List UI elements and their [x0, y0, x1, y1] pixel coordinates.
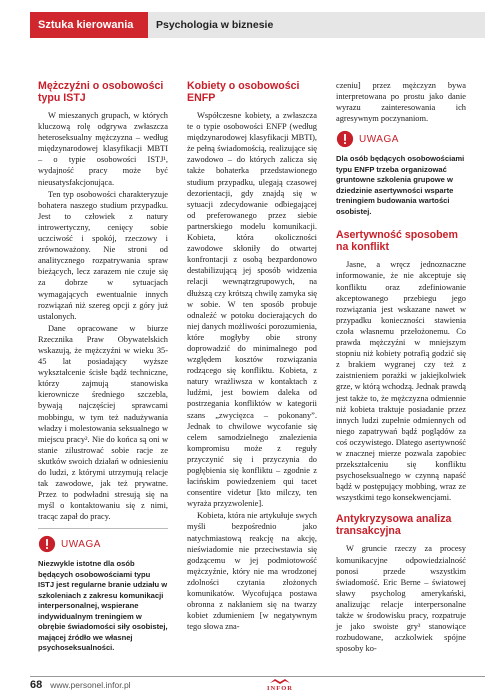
- warning-icon: [336, 130, 354, 148]
- uwaga-box: [38, 528, 168, 654]
- section-title-istj: Mężczyźni o osobowości typu ISTJ: [38, 80, 164, 104]
- page-footer: [30, 676, 485, 692]
- uwaga-text: Dla osób będących osobowościami typu ENFP trzeba organizować gruntowne szkolenia grupowe w dziedzinie asertywności wsparte treningiem budowania wartości osobistej.: [336, 154, 465, 216]
- section-title-enfp: Kobiety o osobowości ENFP: [187, 80, 300, 104]
- column-1: [38, 80, 168, 654]
- section-title-transactional-analysis: Antykryzysowa analiza transakcyjna: [336, 513, 452, 538]
- paragraph: Współczesne kobiety, a zwłaszcza te o typie osobowości ENFP (według międzynarodowej klasyfikacji MBTI), że pełną świadomością, realizujące się zawodowo – do których zalicza się także bohaterka przedstawionego studium przypadku, ulegają czasowej dezorientacji, gdy znajdą się w sytuacji zdecydowanie odbiegającej od preferowanego przez siebie partnerskiego modelu komunikacji. Kobieta, która okoliczności zawodowe skłoniły do otwartej konfrontacji z osobą bezpardonowo destabilizującą jej sposób widzenia relacji wewnątrzgrupowych, na dłuższą czy krótszą chwilę zamyka się w sobie. W ten sposób probuje odnaleźć w potoku docierających do niej danych możliwości porozumienia, które mogłyby obie strony doprowadzić do minimalnego pod względem kosztów rozwiązania rodzącego się konfliktu. Kobieta, z natury wrażliwsza w kontaktach z ludźmi, jest bowiem daleka od postrzegania konfliktów w kategorii szans „zwycięzca – pokonany”. Jednak to chwilowe wycofanie się celem samodzielnego znalezienia kompromisu może z reguły przyczynić się i przyczynia do pogłębienia się konfliktu – zgodnie z łacińskim powiedzeniem qui tacet consentire videtur [kto milczy, ten wyraża przyzwolenie].: [187, 111, 317, 509]
- paragraph: Dane opracowane w biurze Rzecznika Praw Obywatelskich wskazują, że mężczyźni w wieku 35-45 lat posiadający wyższe wykształcenie ścisłe bądź techniczne, którzy zajmują stanowiska kierownicze średniego szczebla, bywają najczęściej sprawcami mobbingu, w tym też nadużywania władzy i molestowania seksualnego w miejscu pracy². Nie do końca są oni w stanie zilustrować sobie racje ze skutków swoich działań w odniesieniu do ludzi, z którymi utrzymują relacje tak zawodowe, jak też prywatne. Przez to podwładni stresują się na myśl o kontaktowaniu się z nimi, tracąc zapał do pracy.: [38, 323, 168, 522]
- uwaga-label: UWAGA: [61, 538, 101, 550]
- running-header: [30, 12, 485, 38]
- paragraph: W gruncie rzeczy za procesy komunikacyjne odpowiedzialność ponosi przede wszystkim świadomość. Eric Berne – światowej sławy psycholog amerykański, analizując relacje interpersonalne także w środowisku pracy, rozpatruje je jako swoiste gry³ stanowiące rozbudowane, aczkolwiek spójne sposoby ko-: [336, 544, 466, 654]
- column-3: [336, 80, 466, 654]
- uwaga-text: Niezwykle istotne dla osób będących osobowościami typu ISTJ jest regularne branie udziału w szkoleniach z zakresu komunikacji interpersonalnej, wspierane indywidualnym treningiem w obrębie świadomości siły osobistej, mającej źródło we własnej psychoseksualności.: [38, 559, 168, 653]
- section-title-assertiveness: Asertywność sposobem na konflikt: [336, 229, 458, 254]
- page-number: 68: [30, 678, 43, 691]
- uwaga-box: [336, 128, 466, 217]
- paragraph: Kobieta, która nie artykułuje swych myśli bezpośrednio jako natychmiastową reakcję na akcję, nieświadomie nie przeciwstawia się godzącemu w jej podmiotowość mężczyźnie, który nie ma wrodzonej zdolności czytania złożonych komunikatów. Wycofująca postawa obronna z nakłaniem się na twarzy kobiet zdumieniem [w negatywnym tego słowa zna-: [187, 511, 317, 632]
- eagle-icon: [269, 677, 291, 685]
- paragraph: W mieszanych grupach, w których kluczową rolę odgrywa zwłaszcza heteroseksualny mężczyzna – według międzynarodowej klasyfikacji MBTI – o typie osobowości ISTJ¹, wydajność pracy może być nieusatysfakcjonująca.: [38, 111, 168, 187]
- publisher-logo: [250, 677, 310, 693]
- column-2: [187, 80, 317, 632]
- paragraph-continuation: czeniu] przez mężczyzn bywa interpretowana po prostu jako danie wyrazu zainteresowania ich agresywnym poczynaniom.: [336, 81, 466, 124]
- footer-url: www.personel.infor.pl: [50, 679, 131, 690]
- uwaga-label: UWAGA: [359, 133, 399, 145]
- logo-text: INFOR: [267, 685, 293, 692]
- warning-icon: [38, 535, 56, 553]
- topic-label: Psychologia w biznesie: [148, 12, 485, 38]
- paragraph: Jasne, a wręcz jednoznaczne informowanie, że nie akceptuje się konfliktu oraz zdefiniowanie akceptowanego przebiegu jego rozwiązania jest wskazane nawet w przypadku konieczności stawienia czoła własnemu przełożonemu. Co prawda mężczyźni w mniejszym stopniu niż kobiety potrafią godzić się z brakiem wygranej czy też z zaistnieniem porażki w jakiejkolwiek grze, w którą wchodzą. Jednak prawdą jest także to, że mężczyzna odmiennie niż kobieta traktuje posiadanie przez innych ludzi zupełnie odmiennych od niego zapatrywań bądź poglądów za coś oczywistego. Dlatego asertywność w znacznej mierze pozwala zapobiec przekształceniu się konfliktu psychoseksualnego w czynną napaść bądź w postępujący mobbing, wraz ze wszystkimi tego konsekwencjami.: [336, 260, 466, 503]
- paragraph: Ten typ osobowości charakteryzuje bohatera naszego studium przypadku. Jest to człowiek z natury introwertyczny, cenięcy sobie uczciwość i spokój, rzeczowy i zrównoważony. Nie stroni od analitycznego rozpatrywania spraw bieżących, lecz zarazem nie czuje się za dobrze w sytuacjach wymagających ewentualnie innych rozwiązań niż szereg opcji z góry już ustalonych.: [38, 189, 168, 321]
- section-label: Sztuka kierowania: [30, 12, 148, 38]
